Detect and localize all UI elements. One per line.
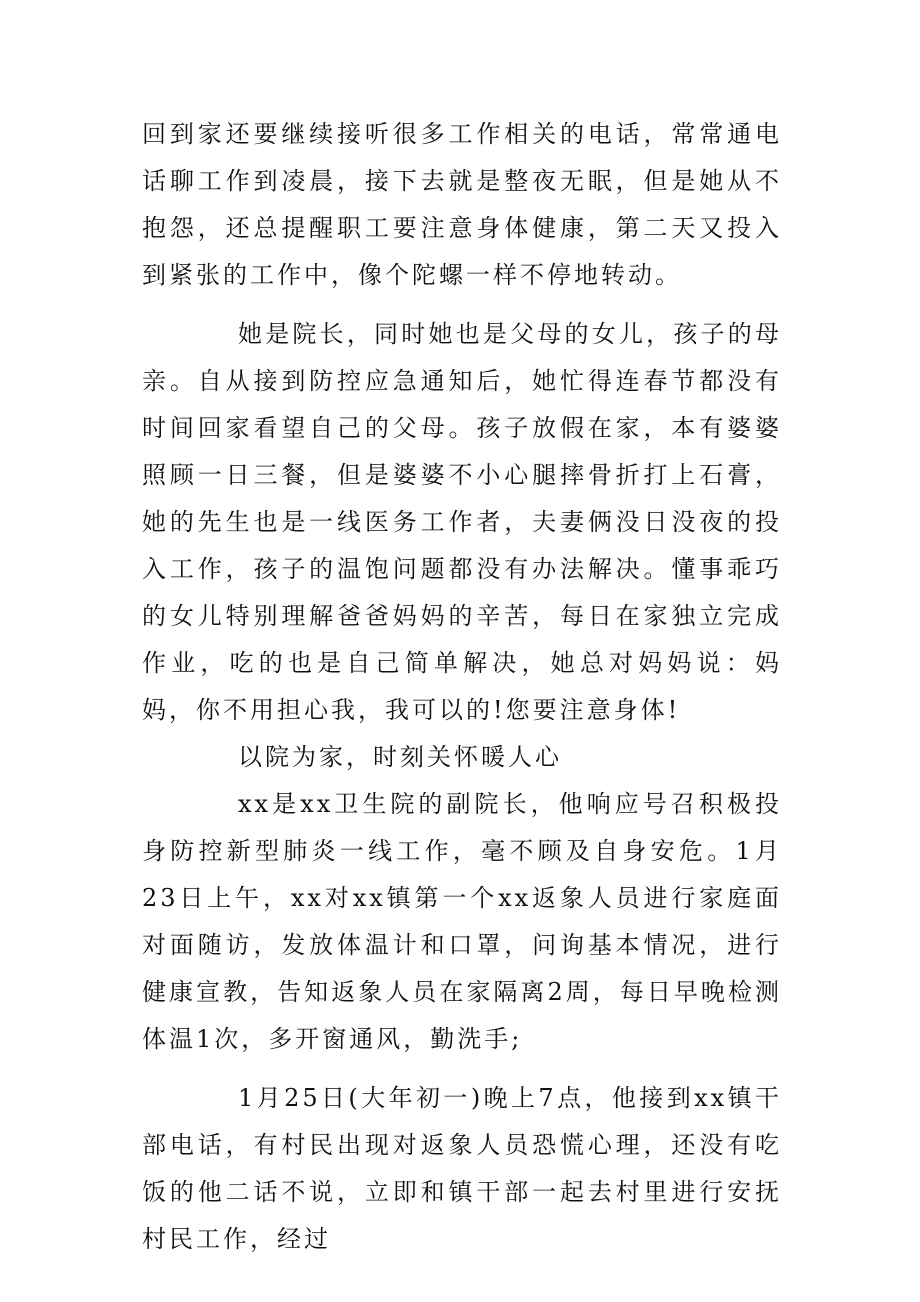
section-heading: 以院为家，时刻关怀暖人心 [238,743,562,771]
document-body [142,111,782,1263]
paragraph-jan-25: 1月25日(大年初一)晚上7点，他接到xx镇干部电话，有村民出现对返象人员恐慌心理，还没有吃饭的他二话不说，立即和镇干部一起去村里进行安抚村民工作，经过 [142,1084,782,1253]
paragraph-continued: 回到家还要继续接听很多工作相关的电话，常常通电话聊工作到凌晨，接下去就是整夜无眠，但是她从不抱怨，还总提醒职工要注意身体健康，第二天又投入到紧张的工作中，像个陀螺一样不停地转动。 [142,120,782,289]
paragraph-director-family: 她是院长，同时她也是父母的女儿，孩子的母亲。自从接到防控应急通知后，她忙得连春节都没有时间回家看望自己的父母。孩子放假在家，本有婆婆照顾一日三餐，但是婆婆不小心腿摔骨折打上石膏，她的先生也是一线医务工作者，夫妻俩没日没夜的投入工作，孩子的温饱问题都没有办法解决。懂事乖巧的女儿特别理解爸爸妈妈的辛苦，每日在家独立完成作业，吃的也是自己简单解决，她总对妈妈说：妈妈，你不用担心我，我可以的!您要注意身体! [142,320,782,724]
paragraph-vice-director: xx是xx卫生院的副院长，他响应号召积极投身防控新型肺炎一线工作，毫不顾及自身安危。1月23日上午，xx对xx镇第一个xx返象人员进行家庭面对面随访，发放体温计和口罩，问询基本情况，进行健康宣教，告知返象人员在家隔离2周，每日早晚检测体温1次，多开窗通风，勤洗手; [142,790,782,1053]
